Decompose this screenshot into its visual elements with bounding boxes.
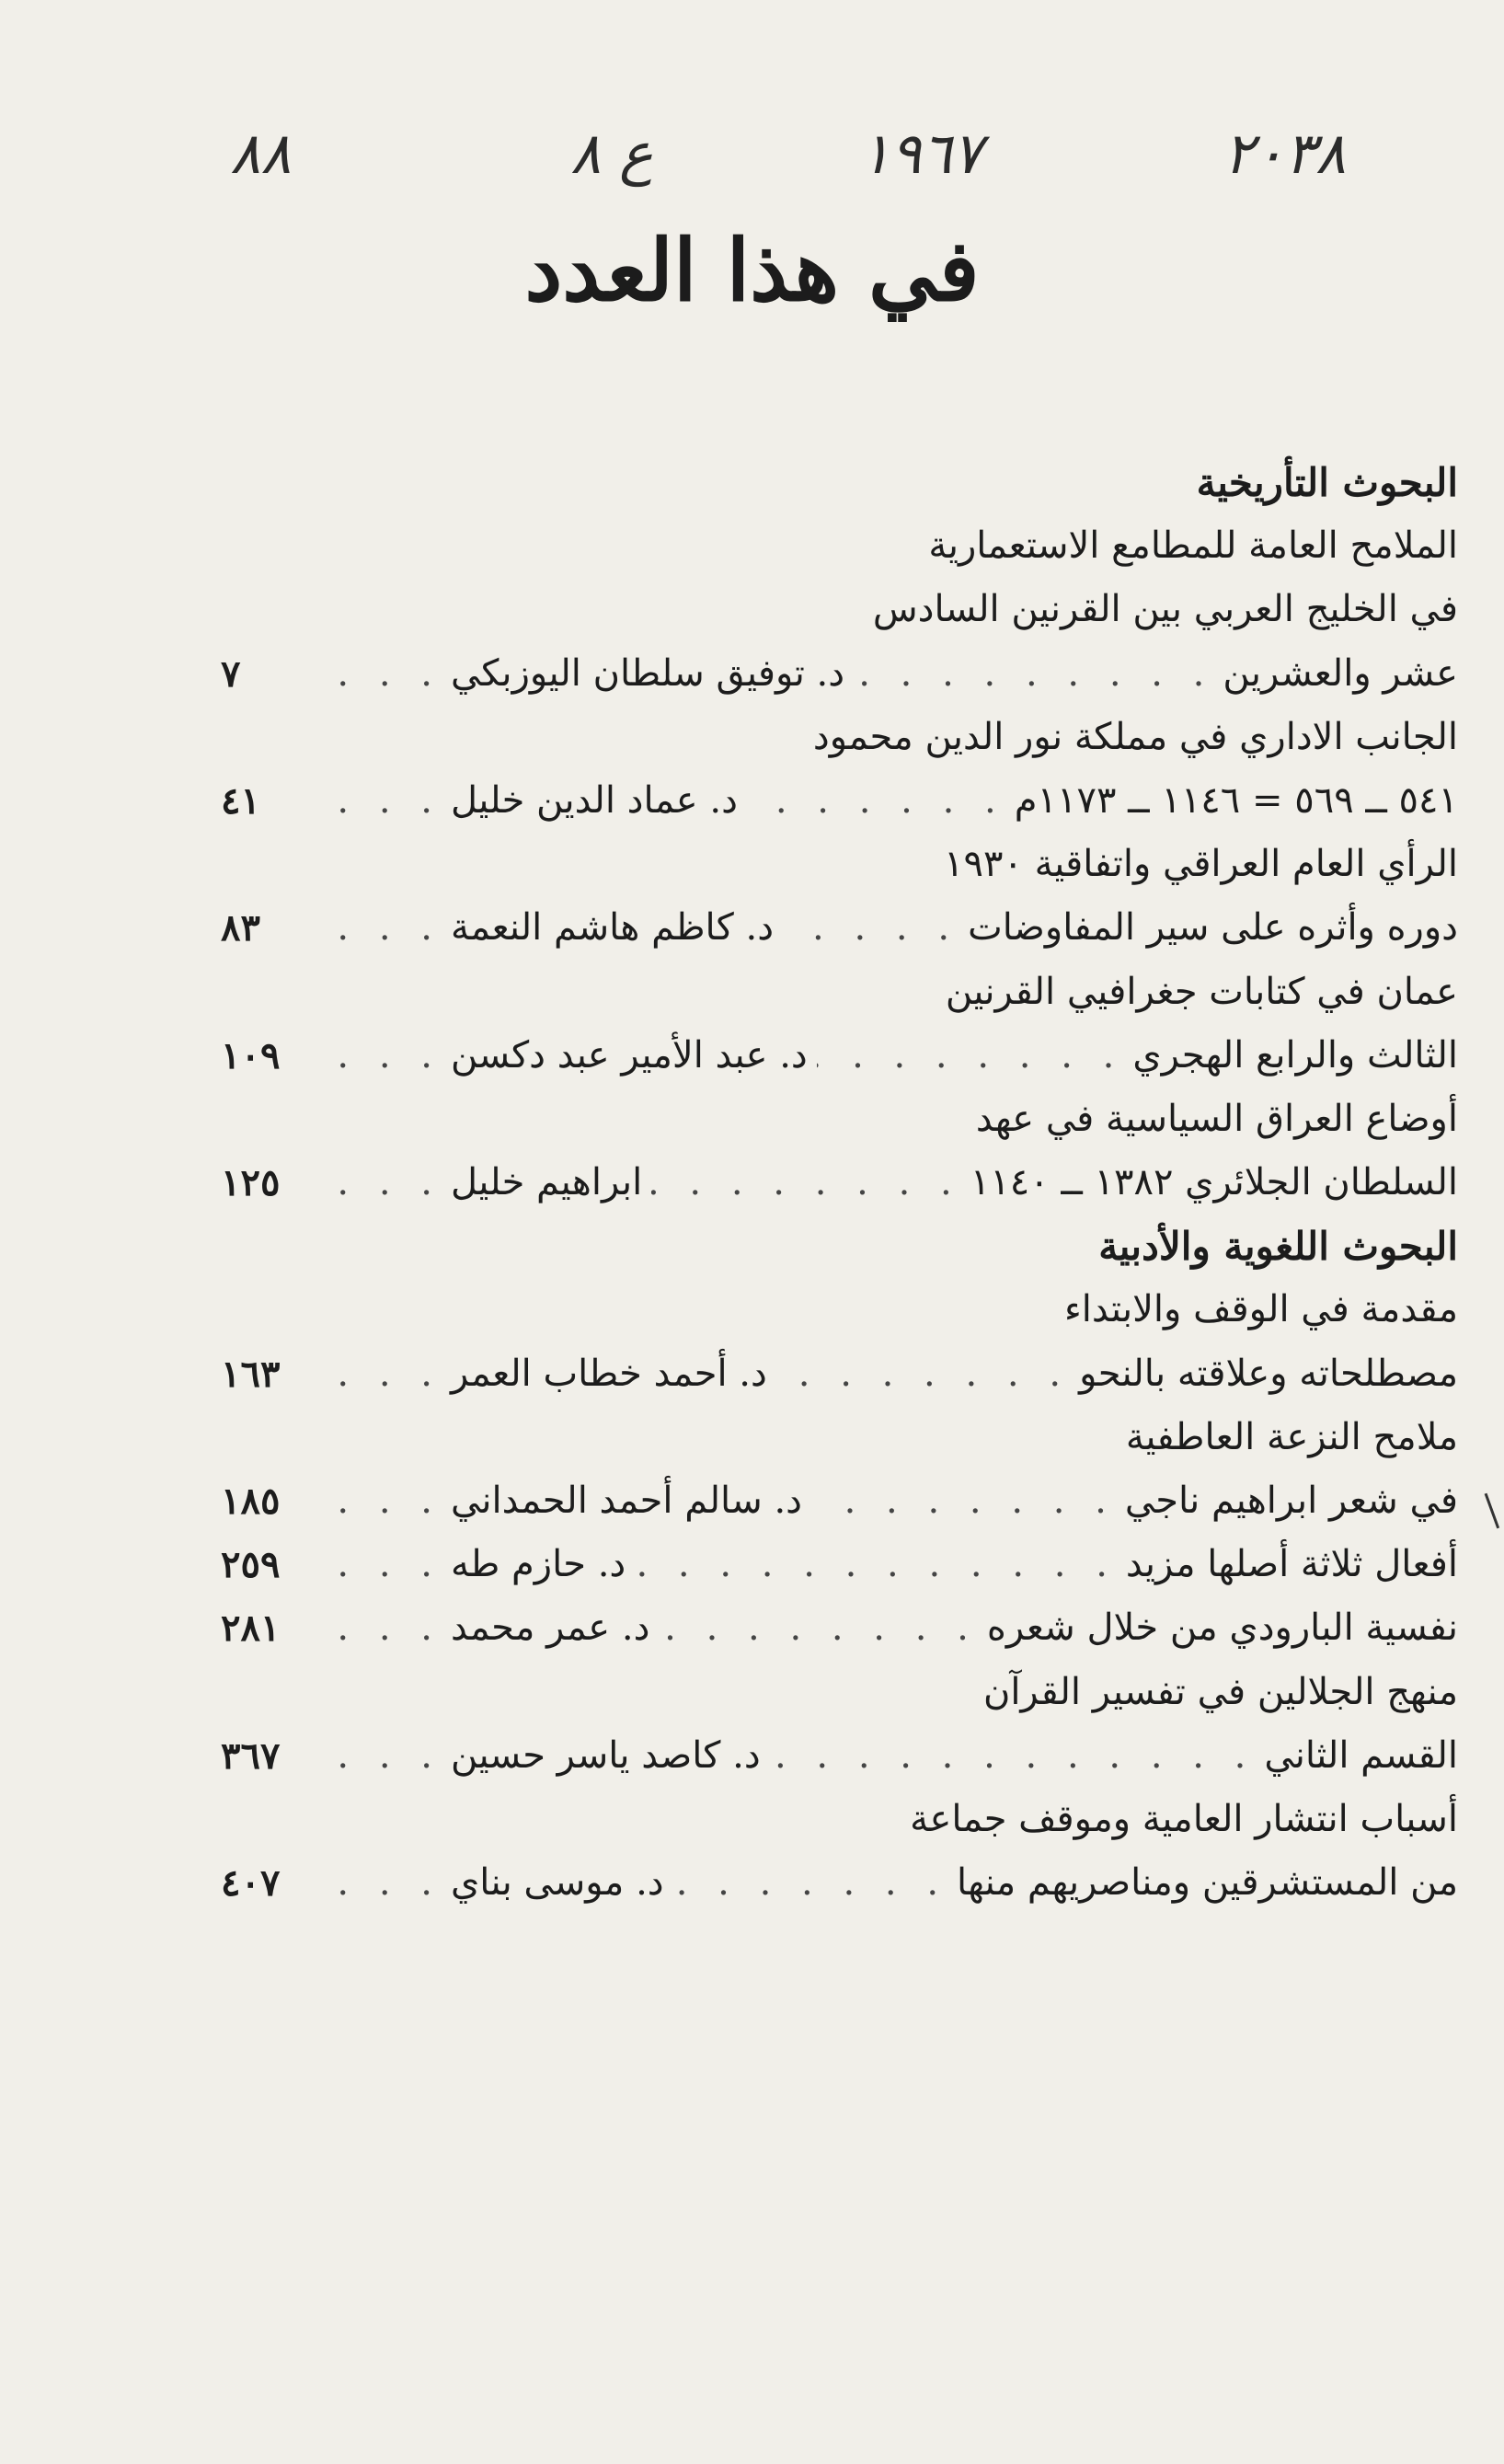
- leader-dots: [770, 1724, 1256, 1788]
- entry-title: دوره وأثره على سير المفاوضات: [968, 906, 1458, 950]
- leader-dots: [313, 769, 442, 833]
- margin-mark: [1485, 1490, 1504, 1529]
- page-number: ١٢٥: [221, 1161, 281, 1205]
- entry-title: السلطان الجلائري ١٣٨٢ ــ ١١٤٠: [970, 1161, 1458, 1204]
- page-number: ١٠٩: [221, 1033, 281, 1077]
- leader-dots: [635, 1533, 1117, 1596]
- toc-line: [221, 1661, 1458, 1724]
- leader-dots: [313, 896, 442, 960]
- leader-dots: [313, 1596, 442, 1660]
- leader-dots: [313, 1342, 442, 1406]
- entry-title: في الخليج العربي بين القرنين السادس: [872, 588, 1458, 631]
- leader-dots: [659, 1596, 978, 1660]
- entry-author: د. سالم أحمد الحمداني: [451, 1480, 802, 1522]
- entry-author: ابراهيم خليل: [451, 1161, 643, 1204]
- toc-line: [221, 961, 1458, 1024]
- leader-dots: [313, 1851, 442, 1915]
- toc-line: [221, 514, 1458, 578]
- handwritten-note-4: ٨٨: [230, 120, 292, 187]
- entry-title: أوضاع العراق السياسية في عهد: [975, 1097, 1458, 1140]
- leader-dots: [747, 769, 1005, 833]
- handwritten-note-1: ٢٠٣٨: [1223, 120, 1347, 187]
- page-number: ٨٣: [221, 906, 260, 950]
- leader-dots: [313, 1469, 442, 1533]
- entry-title: مصطلحاته وعلاقته بالنحو: [1079, 1352, 1458, 1395]
- toc-entry: [221, 1151, 1458, 1215]
- entry-title: أسباب انتشار العامية وموقف جماعة: [910, 1797, 1458, 1840]
- toc-line: [221, 578, 1458, 641]
- leader-dots: [817, 1024, 1124, 1088]
- section-heading: [221, 451, 1458, 514]
- entry-title: الرأي العام العراقي واتفاقية ١٩٣٠: [943, 843, 1458, 886]
- page-number: ٧: [221, 651, 241, 696]
- entry-title: الملامح العامة للمطامع الاستعمارية: [928, 524, 1458, 568]
- entry-title: عشر والعشرين: [1223, 651, 1458, 695]
- toc-entry: [221, 769, 1458, 833]
- page-number: ٤٠٧: [221, 1861, 281, 1906]
- leader-dots: [783, 896, 959, 960]
- entry-title: ٥٤١ ــ ٥٦٩ = ١١٤٦ ــ ١١٧٣م: [1014, 778, 1458, 822]
- leader-dots: [673, 1851, 947, 1915]
- entry-title: نفسية البارودي من خلال شعره: [986, 1606, 1458, 1650]
- toc-line: [221, 833, 1458, 896]
- entry-author: د. موسى بناي: [451, 1861, 664, 1905]
- entry-title: الجانب الاداري في مملكة نور الدين محمود: [812, 715, 1458, 758]
- entry-author: د. عمر محمد: [451, 1606, 650, 1650]
- toc-line: [221, 706, 1458, 769]
- leader-dots: [313, 1533, 442, 1596]
- leader-dots: [313, 642, 442, 706]
- leader-dots: [313, 1151, 442, 1215]
- leader-dots: [854, 642, 1213, 706]
- entry-title: الثالث والرابع الهجري: [1132, 1033, 1458, 1077]
- handwritten-note-2: ١٩٦٧: [860, 120, 983, 187]
- leader-dots: [651, 1151, 960, 1215]
- entry-title: القسم الثاني: [1264, 1733, 1458, 1777]
- entry-title: من المستشرقين ومناصريهم منها: [957, 1861, 1458, 1905]
- section-heading: [221, 1215, 1458, 1278]
- leader-dots: [313, 1724, 442, 1788]
- entry-title: في شعر ابراهيم ناجي: [1124, 1480, 1458, 1522]
- toc-entry: [221, 1469, 1458, 1533]
- entry-author: د. أحمد خطاب العمر: [451, 1352, 767, 1395]
- page-number: ٢٥٩: [221, 1543, 281, 1587]
- handwritten-note-3: ع ٨: [570, 120, 654, 187]
- toc-entry: [221, 1342, 1458, 1406]
- entry-title: البحوث اللغوية والأدبية: [1098, 1224, 1458, 1270]
- toc-entry: [221, 1024, 1458, 1088]
- toc-entry: [221, 1851, 1458, 1915]
- entry-author: د. عماد الدين خليل: [451, 778, 738, 822]
- toc-entry: [221, 896, 1458, 960]
- toc-entry: [221, 1596, 1458, 1660]
- page-number: ١٨٥: [221, 1480, 281, 1523]
- entry-author: د. توفيق سلطان اليوزبكي: [451, 651, 845, 695]
- leader-dots: [776, 1342, 1070, 1406]
- page-title: في هذا العدد: [524, 221, 980, 320]
- toc-entry: [221, 642, 1458, 706]
- entry-title: أفعال ثلاثة أصلها مزيد: [1125, 1543, 1458, 1586]
- toc-line: [221, 1788, 1458, 1851]
- toc-entry: [221, 1533, 1458, 1596]
- toc-entry: [221, 1724, 1458, 1788]
- leader-dots: [313, 1024, 442, 1088]
- entry-author: د. حازم طه: [451, 1543, 626, 1586]
- entry-title: البحوث التأريخية: [1196, 460, 1458, 505]
- toc-line: [221, 1406, 1458, 1469]
- page-number: ١٦٣: [221, 1352, 281, 1396]
- entry-author: د. كاظم هاشم النعمة: [451, 906, 775, 950]
- entry-title: ملامح النزعة العاطفية: [1125, 1415, 1458, 1458]
- table-of-contents: [221, 451, 1458, 1915]
- page-number: ٤١: [221, 778, 260, 823]
- toc-line: [221, 1278, 1458, 1341]
- leader-dots: [811, 1469, 1116, 1533]
- entry-title: عمان في كتابات جغرافيي القرنين: [945, 970, 1458, 1013]
- page-number: ٣٦٧: [221, 1733, 281, 1778]
- toc-line: [221, 1088, 1458, 1151]
- entry-title: مقدمة في الوقف والابتداء: [1064, 1288, 1458, 1331]
- page-number: ٢٨١: [221, 1606, 281, 1651]
- entry-author: د. عبد الأمير عبد دكسن: [451, 1033, 808, 1077]
- entry-author: د. كاصد ياسر حسين: [451, 1733, 761, 1777]
- entry-title: منهج الجلالين في تفسير القرآن: [982, 1670, 1458, 1713]
